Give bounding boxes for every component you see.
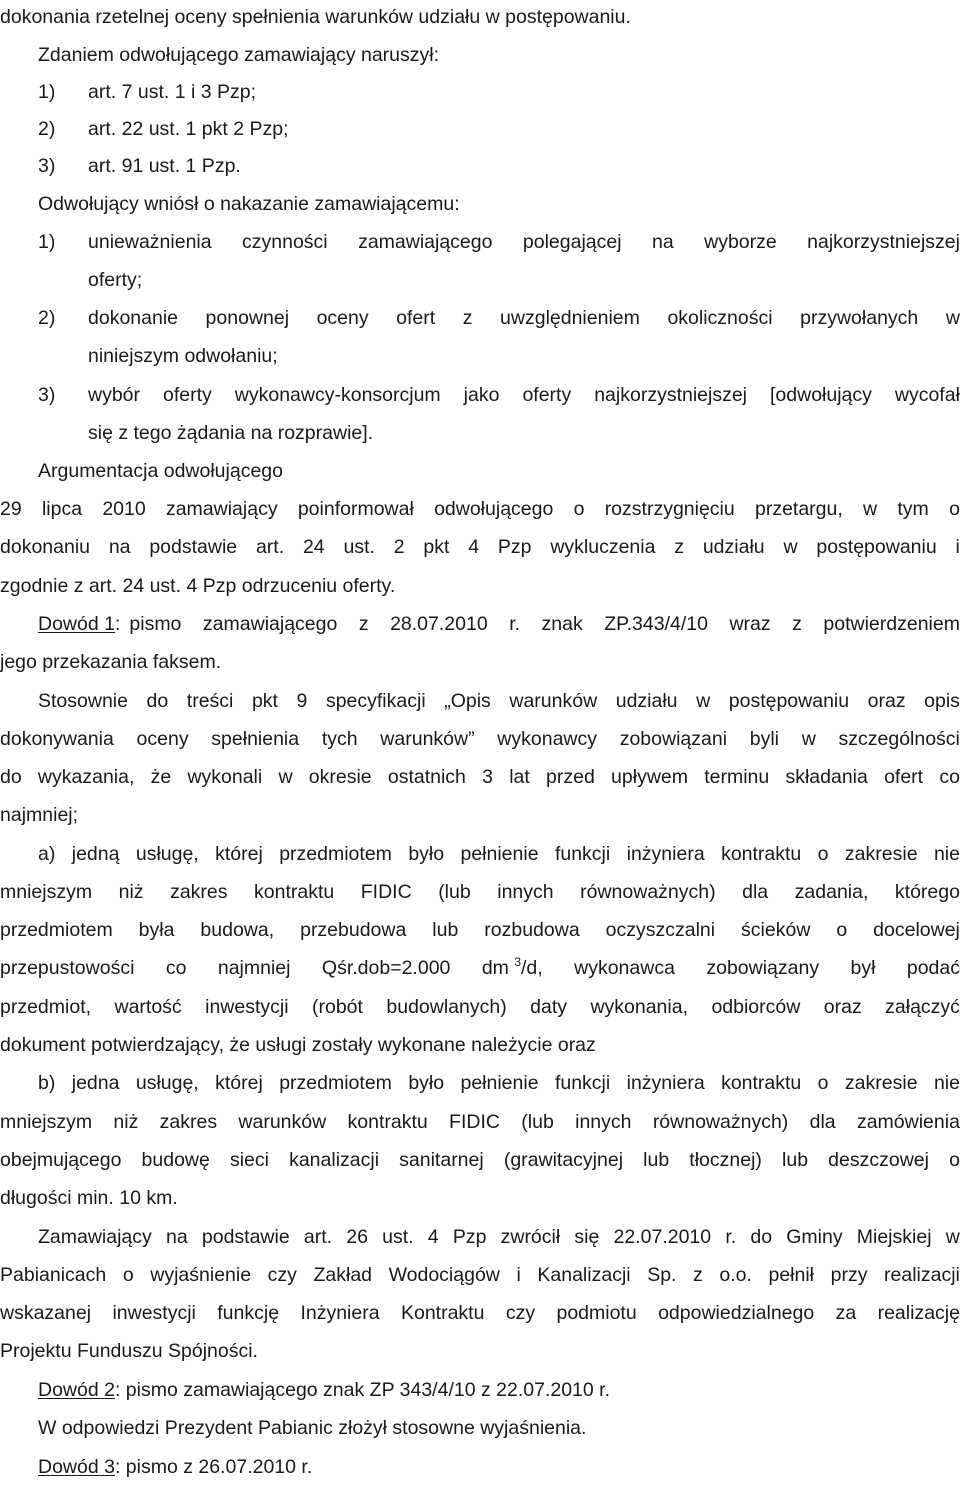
word: pismo xyxy=(129,613,182,635)
word: najkorzystniejszej xyxy=(807,231,960,253)
justified-line xyxy=(0,918,960,942)
word: upływem xyxy=(611,766,688,788)
word: pełnienie xyxy=(460,1072,539,1094)
word: mniejszym xyxy=(0,1111,93,1133)
word: na xyxy=(108,536,131,558)
word: 3 xyxy=(482,766,493,788)
word: zadania, xyxy=(794,881,869,903)
word: kontraktu xyxy=(254,881,335,903)
text-line: długości min. 10 km. xyxy=(0,1187,178,1209)
word: art. xyxy=(255,536,285,558)
word: ponownej xyxy=(205,307,290,329)
word: zobowiązani xyxy=(619,728,728,750)
word: i xyxy=(955,536,960,558)
word: lat xyxy=(509,766,530,788)
word: postępowaniu xyxy=(728,690,850,712)
word: 4 xyxy=(427,1226,439,1248)
word: odbiorców xyxy=(711,996,801,1018)
justified-line xyxy=(0,880,960,904)
justified-words xyxy=(129,612,960,636)
word: Miejskiej xyxy=(856,1226,932,1248)
word: 28.07.2010 xyxy=(390,613,488,635)
word: Kontraktu xyxy=(400,1302,485,1324)
word: 9 xyxy=(296,690,308,712)
word: zamawiającego xyxy=(358,231,493,253)
word: podstawie xyxy=(201,1226,290,1248)
word: innych xyxy=(497,881,554,903)
word: wykonali xyxy=(187,766,263,788)
word: najkorzystniejszej xyxy=(594,384,748,406)
text-line: dokonania rzetelnej oceny spełnienia warunków udziału w postępowaniu. xyxy=(0,6,631,28)
word: na xyxy=(165,1226,188,1248)
word: przedmiotem xyxy=(0,919,113,941)
word: był xyxy=(850,957,876,979)
word: do xyxy=(146,690,169,712)
word: sanitarnej xyxy=(399,1149,484,1171)
word: a) xyxy=(38,843,56,865)
justified-line xyxy=(0,1110,960,1134)
word: w xyxy=(945,1226,960,1248)
word: czy xyxy=(505,1302,536,1324)
word: Zakład xyxy=(313,1264,373,1286)
word: pełnił xyxy=(768,1264,815,1286)
text-line: dokument potwierdzający, że usługi zostały wykonane należycie oraz xyxy=(0,1034,596,1056)
word: zakresie xyxy=(844,843,918,865)
word: unieważnienia xyxy=(88,231,212,253)
word: kanalizacji xyxy=(289,1149,380,1171)
word: 22.07.2010 xyxy=(613,1226,712,1248)
word: terminu xyxy=(704,766,770,788)
word: 2 xyxy=(393,536,405,558)
word: o xyxy=(122,1264,134,1286)
word: co xyxy=(939,766,960,788)
word: wycofał xyxy=(894,384,960,406)
word: podstawie xyxy=(149,536,238,558)
word: lub xyxy=(643,1149,670,1171)
word: pkt xyxy=(251,690,278,712)
word: mniejszym xyxy=(0,881,93,903)
word: FIDIC xyxy=(449,1111,500,1133)
word: wyborze xyxy=(704,231,777,253)
word: Pzp xyxy=(497,536,532,558)
word: czynności xyxy=(242,231,328,253)
justified-line xyxy=(88,306,960,330)
word: dla xyxy=(809,1111,836,1133)
word: której xyxy=(215,843,263,865)
word: 4 xyxy=(468,536,480,558)
word: w xyxy=(696,690,711,712)
word: spełnienia xyxy=(211,728,300,750)
word: funkcję xyxy=(217,1302,280,1324)
word: docelowej xyxy=(873,919,960,941)
word: kontraktu xyxy=(721,843,802,865)
word: przedmiot, xyxy=(0,996,92,1018)
word: wartość xyxy=(114,996,182,1018)
word: budowa, xyxy=(200,919,275,941)
word: poinformował xyxy=(297,498,414,520)
word: w xyxy=(783,536,798,558)
word: lipca xyxy=(41,498,83,520)
word: odpowiedzialnego xyxy=(658,1302,815,1324)
word: FIDIC xyxy=(360,881,412,903)
word: Sp. xyxy=(647,1264,677,1286)
word: oraz xyxy=(867,690,906,712)
word: (lub xyxy=(521,1111,554,1133)
word: tym xyxy=(897,498,929,520)
word: Pabianicach xyxy=(0,1264,107,1286)
justified-line xyxy=(0,727,960,751)
text-line: jego przekazania faksem. xyxy=(0,651,222,673)
word: z xyxy=(693,1264,703,1286)
justified-line xyxy=(0,765,960,789)
word: podać xyxy=(906,957,960,979)
word: w xyxy=(801,728,816,750)
word: ścieków xyxy=(741,919,811,941)
word: zakres xyxy=(170,881,228,903)
word: najmniej xyxy=(217,957,291,979)
word: do xyxy=(0,766,22,788)
word: wraz xyxy=(729,613,771,635)
word: realizacji xyxy=(884,1264,960,1286)
word: warunków” xyxy=(380,728,475,750)
word: wykonawca xyxy=(574,957,675,979)
word: lub xyxy=(782,1149,809,1171)
word: deszczowej xyxy=(828,1149,929,1171)
word: z xyxy=(792,613,802,635)
word: uwzględnieniem xyxy=(500,307,640,329)
unit-word: dm $^3$/d, xyxy=(481,955,543,979)
word: daty xyxy=(530,996,567,1018)
word: pełnienie xyxy=(460,843,539,865)
justified-line xyxy=(38,1225,960,1249)
word: specyfikacji xyxy=(325,690,426,712)
word: o xyxy=(949,1149,960,1171)
text-line: się z tego żądania na rozprawie]. xyxy=(88,422,374,444)
word: tych xyxy=(321,728,358,750)
word: za xyxy=(835,1302,857,1324)
section-heading: Argumentacja odwołującego xyxy=(38,460,283,482)
word: Qśr.dob=2.000 xyxy=(321,957,451,979)
word: warunków xyxy=(238,1111,327,1133)
word: art. xyxy=(303,1226,333,1248)
word: inwestycji xyxy=(112,1302,196,1324)
justified-line xyxy=(0,995,960,1019)
text-line: zgodnie z art. 24 ust. 4 Pzp odrzuceniu oferty. xyxy=(0,575,396,597)
word: kontraktu xyxy=(721,1072,802,1094)
word: oceny xyxy=(316,307,369,329)
word: Pzp xyxy=(452,1226,487,1248)
text-line: W odpowiedzi Prezydent Pabianic złożył stosowne wyjaśnienia. xyxy=(38,1417,587,1439)
word: wykluczenia xyxy=(550,536,656,558)
word: z xyxy=(358,613,369,635)
justified-line xyxy=(0,1301,960,1325)
word: której xyxy=(215,1072,263,1094)
text-line: Zdaniem odwołującego zamawiający naruszył: xyxy=(38,44,440,66)
word: jedną xyxy=(71,843,120,865)
word: w xyxy=(945,307,960,329)
word: wykonawcy xyxy=(497,728,597,750)
word: oferty xyxy=(522,384,572,406)
word: szczególności xyxy=(838,728,960,750)
word: w xyxy=(863,498,878,520)
word: funkcji xyxy=(554,1072,611,1094)
word: Kanalizacji xyxy=(537,1264,631,1286)
word: lub xyxy=(432,919,459,941)
justified-line xyxy=(0,535,960,559)
word: znak xyxy=(541,613,583,635)
word: przed xyxy=(546,766,595,788)
word: 29 xyxy=(0,498,22,520)
word: była xyxy=(138,919,175,941)
evidence-line: Dowód 2: pismo zamawiającego znak ZP 343/4/10 z 22.07.2010 r. xyxy=(38,1379,610,1401)
justified-line xyxy=(38,842,960,866)
word: przepustowości xyxy=(0,957,135,979)
word: 24 xyxy=(302,536,325,558)
word: przedmiotem xyxy=(279,843,392,865)
word: Gminy xyxy=(786,1226,843,1248)
word: okresie xyxy=(308,766,372,788)
word: b) xyxy=(38,1072,56,1094)
justified-line xyxy=(38,689,960,713)
evidence-label: Dowód 2 xyxy=(38,1379,115,1401)
word: innych xyxy=(575,1111,632,1133)
word: zamówienia xyxy=(856,1111,960,1133)
word: nie xyxy=(933,843,960,865)
word: funkcji xyxy=(554,843,611,865)
word: budowlanych) xyxy=(386,996,507,1018)
word: na xyxy=(651,231,674,253)
word: Stosownie xyxy=(38,690,128,712)
word: dla xyxy=(742,881,769,903)
word: było xyxy=(408,1072,445,1094)
word: (lub xyxy=(438,881,471,903)
word: zakres xyxy=(159,1111,218,1133)
justified-line xyxy=(38,1071,960,1095)
word: którego xyxy=(894,881,960,903)
word: zakresie xyxy=(844,1072,918,1094)
word: załączyć xyxy=(885,996,960,1018)
word: [odwołujący xyxy=(770,384,872,406)
word: Zamawiający xyxy=(38,1226,152,1248)
word: udziału xyxy=(702,536,765,558)
word: inwestycji xyxy=(205,996,289,1018)
evidence-line: Dowód 3: pismo z 26.07.2010 r. xyxy=(38,1456,313,1478)
text-line: niniejszym odwołaniu; xyxy=(88,345,278,367)
word: Inżyniera xyxy=(300,1302,380,1324)
word: się xyxy=(574,1226,600,1248)
word: rozstrzygnięciu xyxy=(604,498,735,520)
word: rozbudowa xyxy=(484,919,580,941)
word: postępowaniu xyxy=(816,536,937,558)
word: wykonania, xyxy=(590,996,688,1018)
word: o xyxy=(949,498,960,520)
word: zwrócił xyxy=(500,1226,561,1248)
word: z xyxy=(462,307,473,329)
word: przy xyxy=(830,1264,868,1286)
word: ust. xyxy=(343,536,375,558)
justified-line xyxy=(0,497,960,521)
word: oczyszczalni xyxy=(605,919,716,941)
word: r. xyxy=(725,1226,737,1248)
word: przywołanych xyxy=(800,307,919,329)
word: budowę xyxy=(141,1149,210,1171)
word: 2010 xyxy=(102,498,146,520)
word: wykazania, xyxy=(37,766,135,788)
word: niż xyxy=(113,1111,139,1133)
word: zamawiający xyxy=(165,498,278,520)
word: (grawitacyjnej xyxy=(503,1149,624,1171)
justified-line xyxy=(88,383,960,407)
word: o xyxy=(836,919,848,941)
word: usługę, xyxy=(135,1072,199,1094)
word: wyjaśnienie xyxy=(150,1264,252,1286)
word: w xyxy=(278,766,293,788)
word: usługę, xyxy=(135,843,199,865)
evidence-label: Dowód 3 xyxy=(38,1456,115,1478)
word: polegającej xyxy=(522,231,622,253)
evidence-line: Dowód 1: pismo zamawiającego z 28.07.2010 r. znak ZP.343/4/10 wraz z potwierdzeniem xyxy=(38,613,960,635)
word: przebudowa xyxy=(300,919,407,941)
word: realizację xyxy=(877,1302,960,1324)
word: byli xyxy=(749,728,779,750)
word: podmiotu xyxy=(556,1302,637,1324)
word: dokonywania xyxy=(0,728,114,750)
word: odwołującego xyxy=(434,498,554,520)
word: udziału xyxy=(615,690,678,712)
word: nie xyxy=(933,1072,960,1094)
text-line: Projektu Funduszu Spójności. xyxy=(0,1340,258,1362)
word: r. xyxy=(509,613,521,635)
word: oferty xyxy=(163,384,212,406)
word: ust. xyxy=(382,1226,414,1248)
word: „Opis xyxy=(444,690,491,712)
word: ZP.343/4/10 xyxy=(604,613,708,635)
word: ostatnich xyxy=(387,766,466,788)
text-line: najmniej; xyxy=(0,804,79,826)
document-page: dokonania rzetelnej oceny spełnienia warunków udziału w postępowaniu. Zdaniem odwołującego zamawiający naruszył: 1) art. 7 ust. 1 i 3 Pzp; 2) art. 22 ust. 1 pkt 2 Pzp; 3) art. 91 ust. 1 Pzp. Odwołujący wniósł o nakazanie zamawiającemu: 1) unieważnienia czynności zamawiającego polegającej na wyborze najkorzystniejszej oferty; 2) dokonanie ponownej oceny ofert z uwzględnieniem okoliczności przywołanych w niniejszym odwołaniu; 3) wybór oferty wykonawcy-konsorcjum jako oferty najkorzystniejszej [odwołujący wycofał się z tego żądania na rozprawie]. Argumentacja odwołującego 29 lipca 2010 zamawiający poinformował odwołującego o rozstrzygnięciu przetargu, w tym o dokonaniu na podstawie art. 24 ust. 2 pkt 4 Pzp wykluczenia z udziału w postępowaniu i zgodnie z art. 24 ust. 4 Pzp odrzuceniu oferty. Dowód 1: pismo zamawiającego z 28.07.2010 r. znak ZP.343/4/10 wraz z potwierdzeniem jego przekazania faksem. Stosownie do treści pkt 9 specyfikacji „Opis warunków udziału w postępowaniu oraz opis dokonywania oceny spełnienia tych warunków” wykonawcy zobowiązani byli w szczególności do wykazania, że wykonali w okresie ostatnich 3 lat przed upływem terminu składania ofert co najmniej; a) jedną usługę, której przedmiotem było pełnienie funkcji inżyniera kontraktu o zakresie nie mniejszym niż zakres kontraktu FIDIC (lub innych równoważnych) dla zadania, którego przedmiotem była budowa, przebudowa lub rozbudowa oczyszczalni ścieków o docelowej przepustowości co najmniej Qśr.dob=2.000 dm $^3$/d, wykonawca zobowiązany był podać przedmiot, wartość inwestycji (robót budowlanych) daty wykonania, odbiorców oraz załączyć dokument potwierdzający, że usługi zostały wykonane należycie oraz b) jedna usługę, której przedmiotem było pełnienie funkcji inżyniera kontraktu o zakresie nie mniejszym niż zakres warunków kontraktu FIDIC (lub innych równoważnych) dla zamówienia obejmującego budowę sieci kanalizacji sanitarnej (grawitacyjnej lub tłocznej) lub deszczowej o długości min. 10 km. Zamawiający na podstawie art. 26 ust. 4 Pzp zwrócił się 22.07.2010 r. do Gminy Miejskiej w Pabianicach o wyjaśnienie czy Zakład Wodociągów i Kanalizacji Sp. z o.o. pełnił przy realizacji wskazanej inwestycji funkcję Inżyniera Kontraktu czy podmiotu odpowiedzialnego za realizację Projektu Funduszu Spójności. Dowód 2: pismo zamawiającego znak ZP 343/4/10 z 22.07.2010 r. W odpowiedzi Prezydent Pabianic złożył stosowne wyjaśnienia. Dowód 3: pismo z 26.07.2010 r. xyxy=(0,6,960,1478)
word: zamawiającego xyxy=(202,613,338,635)
word: jako xyxy=(463,384,500,406)
word: okoliczności xyxy=(667,307,773,329)
text-line: oferty; xyxy=(88,269,143,291)
word: dokonanie xyxy=(88,307,178,329)
word: tłocznej) xyxy=(689,1149,762,1171)
word: równoważnych) xyxy=(652,1111,789,1133)
word: przedmiotem xyxy=(279,1072,392,1094)
superscript: 3 xyxy=(514,955,522,969)
word: (robót xyxy=(311,996,363,1018)
word: dokonaniu xyxy=(0,536,90,558)
word: ofert xyxy=(884,766,924,788)
word: o xyxy=(817,843,829,865)
word: z xyxy=(674,536,685,558)
word: o xyxy=(817,1072,829,1094)
justified-line xyxy=(88,230,960,254)
word: wybór xyxy=(88,384,141,406)
word: Wodociągów xyxy=(388,1264,500,1286)
word: niż xyxy=(118,881,144,903)
word: potwierdzeniem xyxy=(823,613,960,635)
word: wykonawcy-konsorcjum xyxy=(234,384,441,406)
word: sieci xyxy=(229,1149,269,1171)
word: jedna xyxy=(71,1072,120,1094)
word: oraz xyxy=(823,996,862,1018)
word: składania xyxy=(785,766,868,788)
word: warunków xyxy=(509,690,598,712)
word: do xyxy=(750,1226,773,1248)
word: o xyxy=(573,498,585,520)
word: równoważnych) xyxy=(580,881,716,903)
word: co xyxy=(165,957,187,979)
word: treści xyxy=(186,690,234,712)
word: inżyniera xyxy=(626,843,705,865)
word: o.o. xyxy=(719,1264,752,1286)
justified-line-with-superscript xyxy=(0,956,960,980)
word: i xyxy=(516,1264,521,1286)
word: zobowiązany xyxy=(706,957,820,979)
justified-line xyxy=(0,1263,960,1287)
word: że xyxy=(150,766,172,788)
word: opis xyxy=(924,690,960,712)
word: przetargu, xyxy=(754,498,843,520)
word: inżyniera xyxy=(626,1072,705,1094)
justified-line xyxy=(0,1148,960,1172)
word: czy xyxy=(267,1264,297,1286)
word: 26 xyxy=(346,1226,368,1248)
word: wskazanej xyxy=(0,1302,92,1324)
word: było xyxy=(408,843,445,865)
text-line: Odwołujący wniósł o nakazanie zamawiającemu: xyxy=(38,193,460,215)
word: kontraktu xyxy=(347,1111,428,1133)
word: obejmującego xyxy=(0,1149,122,1171)
word: oceny xyxy=(136,728,189,750)
word: pkt xyxy=(423,536,450,558)
evidence-label: Dowód 1 xyxy=(38,613,115,635)
word: ofert xyxy=(396,307,436,329)
